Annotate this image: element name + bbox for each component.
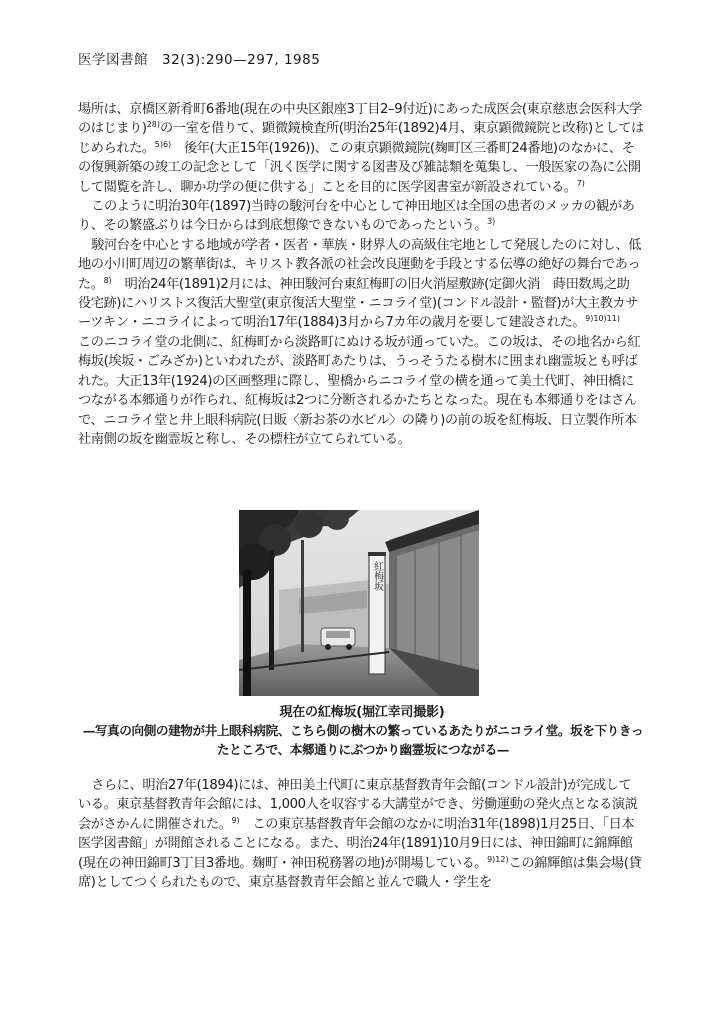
reference-mark: 9)12) — [487, 854, 509, 864]
reference-mark: 9) — [231, 815, 240, 825]
figure-caption-title: 現在の紅梅坂(堀江幸司撮影) — [279, 705, 445, 720]
body-text-bottom — [78, 776, 644, 892]
signpost-label: 紅梅坂 — [371, 561, 383, 591]
paragraph: さらに、明治27年(1894)には、神田美土代町に東京基督教青年会館(コンドル設計)が完成している。東京基督教青年会館には、1,000人を収容する大講堂ができ、労働運動の発火点となる演説会がさかんに開催された。$^{9)}$ この東京基督教青年会館のなかに明治31年(1898)1月25日、「日本医学図書館」が開館されることになる。また、明治24年(1891)10月9日には、神田錦町に錦輝館(現在の神田錦町3丁目3番地。麹町・神田税務署の地)が開場している。$^{9)12)}$この錦輝館は集会場(貸席)としてつくられたもので、東京基督教青年会館と並んで職人・学生を — [78, 778, 642, 891]
street-photo — [239, 510, 479, 696]
reference-mark: 9)10)11) — [585, 314, 620, 324]
journal-header: 医学図書館 32(3):290—297, 1985 — [78, 52, 321, 68]
figure-caption-description: —写真の向側の建物が井上眼科病院、こちら側の樹木の繁っているあたりがニコライ堂。坂を下りきったところで、本郷通りにぶつかり幽霊坂につながる— — [82, 723, 644, 757]
reference-mark: 8) — [103, 275, 112, 285]
body-text-top — [78, 100, 644, 449]
reference-mark: 3) — [487, 217, 496, 227]
paragraph: 場所は、京橋区新肴町6番地(現在の中央区銀座3丁目2–9付近)にあった成医会(東京慈恵会医科大学のはじまり)$^{28)}$の一室を借りて、顕微鏡検査所(明治25年(1892)4月、東京顕微鏡院と改称)としてはじめられた。$^{5)6)}$ 後年(大正15年(1926))、この東京顕微鏡院(麹町区三番町24番地)のなかに、その復興新築の竣工の記念として「汎く医学に関する図書及び雑誌類を蒐集し、一般医家の為に公開して閲覧を許し、聊か功学の便に供する」ことを目的に医学図書室が新設されている。$^{7)}$ — [78, 102, 644, 195]
paragraph: このように明治30年(1897)当時の駿河台を中心として神田地区は全国の患者のメッカの観があり、その繁盛ぶりは今日からは到底想像できないものであったという。$^{3)}$ — [78, 199, 635, 234]
reference-mark: 7) — [576, 178, 585, 188]
paragraph: 駿河台を中心とする地域が学者・医者・華族・財界人の高級住宅地として発展したのに対し、低地の小川町周辺の繁華街は、キリスト教各派の社会改良運動を手段とする伝導の絶好の舞台であった。$^{8)}$ 明治24年(1891)2月には、神田駿河台東紅梅町の旧火消屋敷跡(定御火消 蒔田数馬之助 役宅跡)にハリストス復活大聖堂(東京復活大聖堂・ニコライ堂)(コンドル設計・監督)が大主教カサーツキン・ニコライによって明治17年(1884)3月から7カ年の歳月を要して建設された。$^{9)10)11)}$ このニコライ堂の北側に、紅梅町から淡路町にぬける坂が通っていた。この坂は、その地名から紅梅坂(埃坂・ごみざか)といわれたが、淡路町あたりは、うっそうたる樹木に囲まれ幽霊坂とも呼ばれた。大正13年(1924)の区画整理に際し、聖橋からニコライ堂の横を通って美土代町、神田橋につながる本郷通りが作られ、紅梅坂は2つに分断されるかたちとなった。現在も本郷通りをはさんで、ニコライ堂と井上眼科病院(日販〈新お茶の水ビル〉の隣り)の前の坂を紅梅坂、日立製作所本社南側の坂を幽霊坂と称し、その標柱が立てられている。 — [78, 237, 643, 447]
reference-mark: 5)6) — [154, 139, 172, 149]
reference-mark: 28) — [146, 120, 160, 130]
